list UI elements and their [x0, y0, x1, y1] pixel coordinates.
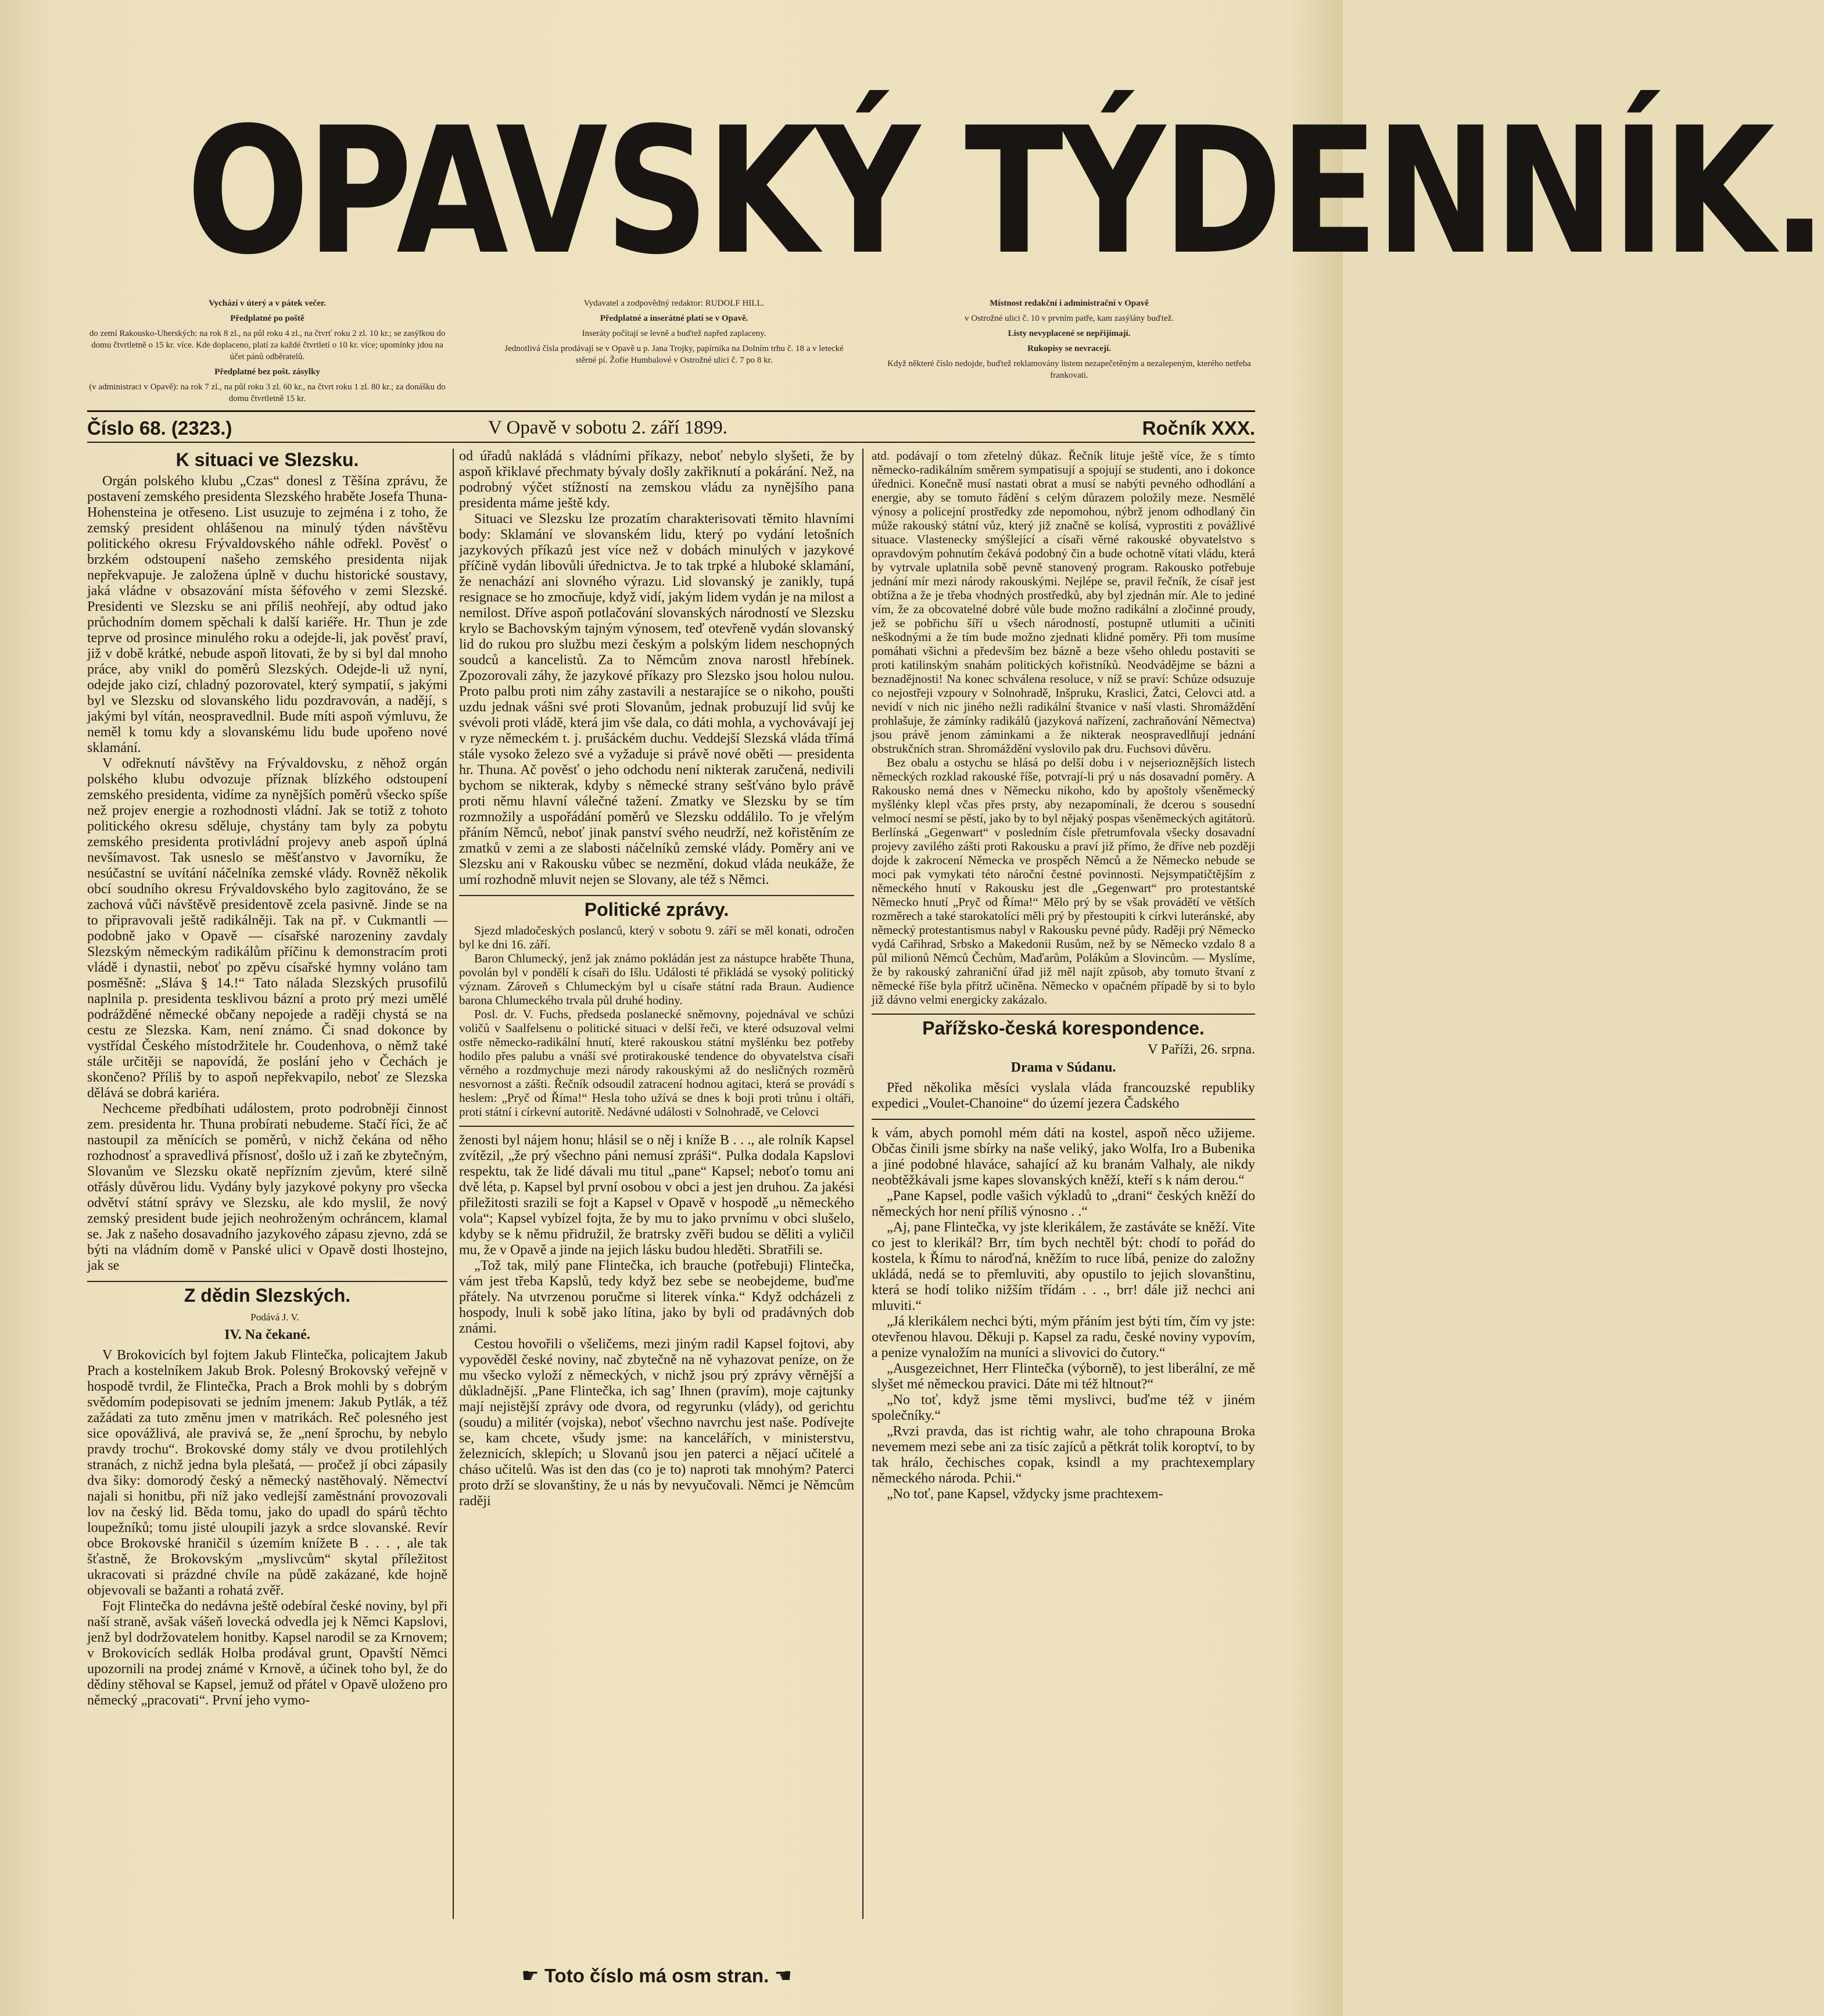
news-item: Sjezd mladočeských poslanců, který v sobotu 9. září se měl konati, odročen byl ke dni 16. září.: [459, 923, 854, 951]
office-heading: Místnost redakční i administrační v Opavě: [990, 299, 1149, 308]
article-heading: Z dědin Slezských.: [184, 1285, 351, 1306]
local-subscription-heading: Předplatné bez pošt. zásylky: [214, 367, 320, 377]
news-item: Baron Chlumecký, jenž jak známo pokládán jest za nástupce hraběte Thuna, povolán byl v pondělí k císaři do Išlu. Události té přikládá se vysoký politický význam. Zároveň s Chlumeckým byl u císaře státní rada Braun. Audience barona Chlumeckého trvala půl druhé hodiny.: [459, 951, 854, 1007]
section-heading: Politické zprávy.: [584, 899, 729, 920]
paragraph: V odřeknutí návštěvy na Frývaldovsku, z něhož orgán polského klubu odvozuje příznak blízkého odstoupení zemského presidenta, vidíme za nynějších poměrů všecko spíše než projev energie a rozhodnosti vládní. Jak se totiž z tohoto politického okresu sděluje, chystány tam byly za pobytu zemského presidenta protivládní projevy aneb aspoň úplná nevšímavost. Tak usneslo se měšťanstvo v Javorníku, že nesúčastní se uvítání náčelníka zemské vlády. Rovněž několik obcí soudního okresu Frývaldovského bylo zagitováno, že se zachová vůči návštěvě presidentově zcela pasivně. Jinde se na to připravovali ještě radikálněji. Tak na př. v Cukmantli — podobně jako v Opavě — císařské narozeniny zavdaly Slezským německým radikálům příčinu k demonstracím proti vládě i dynastii, neboť po zpěvu císařské hymny voláno tam posměšně: „Sláva § 14.!“ Tato nálada Slezských prusofilů naplnila p. presidenta tesklivou bázní a proto prý mezi umělé podrážděné německé občany nepojede a raději chystá se na cestu ze Slezska. Kam, není známo. Či snad dokonce by vystřídal Českého místodržitele hr. Coudenhova, o němž také stále určitěji se napovídá, že poslání jeho v Čechách je skončeno? Příliš by to aspoň nepřekvapilo, neboť ze Slezska dělává se dobrá kariéra.: [87, 756, 447, 1101]
issue-number: Číslo 68. (2323.): [87, 417, 232, 439]
dateline: V Paříži, 26. srpna.: [1148, 1042, 1255, 1057]
paragraph: Bez obalu a ostychu se hlásá po delší dobu i v nejserioznějších listech německých rozklad rakouské říše, potvrají-li prý u nás dosavadní poměry. A Rakousko nemá dnes v Německu nikoho, kdo by apoštoly všeněmecký myšlénky klepl včas přes prsty, aby nezapomínali, že dcerou s sousední velmocí nesmí se pěstí, jako by to byl nějaký pospas všeněmeckých agitátorů. Berlínská „Gegenwart“ v posledním čísle přetrumfovala všecky dosavadní projevy zavilého zášti proti Rakousku a praví již přímo, že dříve neb později dojde k zakrocení Německa ve prospěch Němců a že Německo nebude se moci pak vymykati této nároční čestné povinnosti. Nejsympatičtějším z německého hnutí v Rakousku jest dle „Gegenwart“ pro protestantské Německo hnutí „Pryč od Říma!“ Mělo prý by se však provádětí ve větších rozměrech a také starokatolíci měli prý by přestoupiti k církvi luteránské, aby německý protestantismus nabyl v Rakousku pevné půdy. Raději prý Německo vydá Cařihrad, Srbsko a Makedonii Rusům, než by se Německo vzdalo 8 a půl milionů Němců Čechům, Maďarům, Polákům a Slovincům. — Myslíme, že by rakouský zahraniční úřad již měl najít způsob, aby tomuto štvaní z německé říše byla přítrž učiněna. Německo v opačném případě by si to bylo již dávno velmi energicky zakázalo.: [872, 755, 1255, 1007]
postal-subscription-heading: Předplatné po poště: [230, 314, 304, 323]
ads-note: Inseráty počítají se levně a buďtež napřed zaplaceny.: [582, 329, 766, 338]
issue-line: [87, 417, 1255, 441]
paragraph: Nechceme předbíhati událostem, proto podrobněji činnost zem. presidenta hr. Thuna probírati nebudeme. Stačí říci, že ač nastoupil za měnících se poměrů, v nichž čekána od něho rozhodnosť a spravedlivá přísnosť, došlo už i zaň ke zbytečným, Slovanům ve Slezsku okatě nepřízním zjevům, které silně otřásly důvěrou lidu. Vydány byly jazykové pokyny pro všecka odvětví státní správy ve Slezsku, ale kdo myslil, že nový zemský president bude jejich neohroženým ochráncem, klamal se. Jak z našeho dosavadního jazykového zápasu zjevno, zdá se býti na vládním domě v Panské ulici v Opavě dosti lhostejno, jak se: [87, 1101, 447, 1273]
column-1: [87, 449, 447, 1709]
page-count-text: Toto číslo má osm stran.: [544, 1965, 769, 1986]
pointing-hand-icon: ☛: [521, 1965, 539, 1987]
complaints-note: Když některé číslo nedojde, buďtež reklamovány listem nezapečetěným a nezalepeným, kterého netřeba frankovati.: [887, 359, 1251, 380]
byline: Podává J. V.: [250, 1312, 299, 1323]
paragraph: od úřadů nakládá s vládními příkazy, neboť nebylo slyšeti, že by aspoň křiklavé přechmaty bývaly došly zakřiknutí a pokárání. Než, na podrobný výčet stížností na zemskou vládu za nynějšího pana presidenta máme ještě kdy.: [459, 449, 854, 511]
publisher-info: [494, 298, 854, 370]
article-separator: [459, 895, 854, 896]
paragraph: „Rvzi pravda, das ist richtig wahr, ale toho chrapouna Broka nevemem mezi sebe ani za tisíc zajíců a pětkrát tolik koroptví, to by tak hrálo, čechisches copak, ksindl a my prachtexemplary německého národa. Pchii.“: [872, 1424, 1255, 1486]
paragraph: „Aj, pane Flintečka, vy jste klerikálem, že zastáváte se kněží. Vite co jest to klerikál? Brr, tím bych nechtěl být: chodí to pořád do kostela, k Římu to nároďná, kněžím to ruce líbá, penize do založny ukládá, nedá se to přemluviti, aby opustilo to jejich slovanštinu, která se hodí toliko nižším třídám . . ., brr! dále již nechci ani mluviti.“: [872, 1220, 1255, 1313]
paragraph: „No toť, když jsme těmi myslivci, buďme též v jiném společníky.“: [872, 1392, 1255, 1423]
column-divider: [453, 449, 454, 1919]
single-copies-note: Jednotlivá čísla prodávají se v Opavě u p. Jana Trojky, papírníka na Dolním trhu č. 18 a v letecké stěrné pí. Žofie Humbalové v Ostrožné ulici č. 7 po 8 kr.: [504, 344, 844, 365]
article-heading: K situaci ve Slezsku.: [175, 449, 359, 470]
column-2: [459, 449, 854, 1509]
paragraph: atd. podávají o tom zřetelný důkaz. Řečník lituje ještě více, že s tímto německo-radikálním směrem sympatisují a spojují se studenti, ano i dokonce úřednici. Konečně musí nastati obrat a musí se nabýti pevného odhodlání a energie, aby se tomuto řádění s celým důrazem položily meze. Nesmělé výnosy a policejní prostředky zde nepomohou, nýbrž jenom odhodlaný čin může rakouský státní vůz, který již značně se kolísá, vyprostiti z povážlivé situace. Vlastenecky smýšlející a císaři věrné rakouské obyvatelstvo s opravdovým pohnutím čekává podobný čin a bude ochotně vítati vládu, která by vytrvale uplatnila sobě pevně stanovený program. Rakousko potřebuje jednání mír mezi národy rakouskými. Nejlépe se, pravil řečník, že císař jest obtížna a že je třeba vhodných prostředků, aby byl zjednán mír. Ale to jediné vím, že za obcovatelné dobré vůle bude možno radikální a zločinné proudy, jež se pobřichu šíří u všech národností, postupně utlumiti a učiniti neškodnými a že tím bude možno zjednati klidné poměry. Při tom musíme pomáhati všichni a především bez bázně a beze všeho ohledu postaviti se proti katilinským snahám politických kořistníků. Neodvádějme se bázni a beznadějnosti! Na konec schválena resoluce, v níž se praví: Schůze odsuzuje co nejostřeji vzpoury v Solnohradě, Inšpruku, Kraslici, Žatci, Celovci atd. a nevidí v nich nic jiného nežli radikální štvanice v naší vlasti. Shromáždění prohlašuje, že zámínky radikálů (jazyková nařízení, zachraňování Němectva) jsou právě jenom záminkami a že nikterak neospravedlňují jednání obstrukčních stran. Shromáždění vyslovilo pak dru. Fuchsovi důvěru.: [872, 449, 1255, 755]
local-subscription-text: (v administraci v Opavě): na rok 7 zl., na půl roku 3 zl. 60 kr., na čtvrt roku 1 zl. 80 kr.; za donášku do domu čtvrtletně 15 kr.: [89, 382, 446, 403]
paragraph: „Tož tak, milý pane Flintečka, ich brauche (potřebuji) Flintečka, vám jest třeba Kapslů, tedy když bez sebe se neobejdeme, buďme přátely. Na utvrzenou poručme si literek vínka.“ Když odcházeli z hospody, lnuli k sobě jako lítina, jako by byli od pradávných dob známi.: [459, 1258, 854, 1336]
issue-volume: Ročník XXX.: [1142, 417, 1255, 439]
paragraph: k vám, abych pomohl mém dáti na kostel, aspoň něco užijeme. Občas činili jsme sbírky na naše veliký, jako Wolfa, Iro a Bubenika a jiné podobné hlaváce, sahající až ku branám Valhaly, ale nikdy neobtěžkávali jsme kapes slovanských kněží, kteří s k nám derou.“: [872, 1126, 1255, 1188]
payment-note: Předplatné a inserátné platí se v Opavě.: [600, 314, 748, 323]
unpaid-letters-note: Listy nevyplacené se nepřijímají.: [1008, 329, 1131, 338]
column-3: [872, 449, 1255, 1502]
article-heading: Pařížsko-česká korespondence.: [922, 1018, 1205, 1039]
pointing-hand-left-icon: ☚: [774, 1965, 792, 1987]
postal-subscription-text: do zemí Rakousko-Uherských: na rok 8 zl., na půl roku 4 zl., na čtvrť roku 2 zl. 10 kr.; se zasýlkou do domu čtvrtletně o 15 kr. více. Kde doplaceno, platí za každé čtvrtletí o 10 kr. více; upomínky jdou na účet pánů odběratelů.: [89, 329, 446, 361]
chapter-heading: IV. Na čekané.: [224, 1327, 310, 1342]
paragraph: V Brokovicích byl fojtem Jakub Flintečka, policajtem Jakub Prach a kostelníkem Jakub Brok. Polesný Brokovský veřejně v hospodě tvrdil, že Flintečka, Prach a Brok mohli by s dobrým svědomím podepisovati se jedním jmenem: Jakub Pytlák, a též zažádati za tuto změnu jmen v matrikách. Reč polesného jest sice opovážlivá, ale pravivá se, že „není šprochu, by nebylo pravdy trochu“. Brokovské domy stály ve dvou protilehlých stranách, z nichž jedna byla plešatá, — pročež jí obci zápasily dva šiky: domorodý český a německý nastěhovalý. Němectví najali si honitbu, při níž jako vedlejší zaměstnání provozovali lov na český lid. Běda tomu, jako do upadl do spárů těchto loupežníků; tomu jisté uloupili jazyk a srdce slovanské. Revír obce Brokovské hraničil s územím knížete B . . . , ale tak šťastně, že Brokovským „myslivcům“ skytal příležitost ukracovati si prázdné chvíle na půdě zakázané, kde hojně objevovali se bažanti a rohatá zvěř.: [87, 1348, 447, 1598]
masthead: [87, 90, 1824, 293]
issue-date: V Opavě v sobotu 2. září 1899.: [488, 417, 728, 438]
news-item: Posl. dr. V. Fuchs, předseda poslanecké sněmovny, pojednával ve schůzi voličů v Saalfelsenu o politické situaci v delší řeči, ve které odsuzoval velmi ostře německo-radikální hnutí, které rakouskou státní myšlénku bez potřeby hodilo přes palubu a vnáší své protirakouské tendence do obyvatelstva císaři věrného a rozdmychuje mezi národy rakouskými až do nesličných rozměrů nesvornost a zášti. Řečník odsoudil zatracení hodnou agitaci, která se provádí s heslem: „Pryč od Říma!“ Hesla toho užívá se dnes k boji proti trůnu i oltáři, proti státní i církevní autoritě. Nedávné události v Solnohradě, ve Celovci: [459, 1007, 854, 1119]
article-separator: [872, 1119, 1255, 1120]
paragraph: „Já klerikálem nechci býti, mým přáním jest býti tím, čím vy jste: otevřenou hlavou. Děkuji p. Kapsel za radu, české noviny vypovím, a penize vynaložím na muníci a slivovici do čutory.“: [872, 1314, 1255, 1360]
paragraph: „No toť, pane Kapsel, vždycky jsme prachtexem-: [887, 1487, 1163, 1502]
page-count-note: [459, 1964, 854, 1988]
top-rule: [87, 410, 1255, 412]
newspaper-title: OPAVSKÝ TÝDENNÍK.: [186, 90, 1824, 293]
column-divider: [862, 449, 863, 1919]
office-address: v Ostrožné ulici č. 10 v prvním patře, kam zasýlány buďtež.: [964, 314, 1174, 323]
paragraph: Fojt Flintečka do nedávna ještě odebíral české noviny, byl při naší straně, avšak vášeň lovecká odvedla jej k Němci Kapslovi, jenž byl dodržovatelem honitby. Kapsel narodil se za Krnovem; v Brokovicích sedlák Holba prodával grunt, Opavští Němci upozornili na prodej známé v Krnově, a účinek toho byl, že do dědiny stěhoval se Kapsel, jemuž od přátel v Opavě uloženo pro německý „pracovati“. První jeho vymo-: [87, 1599, 447, 1708]
paragraph: Cestou hovořili o všeličems, mezi jiným radil Kapsel fojtovi, aby vypověděl české noviny, nač zbytečně na ně vyhazovat peníze, on že mu všecko vyloží z německých, v nichž jsou prý zprávy věrnější a důkladnější. „Pane Flintečka, ich sag’ Ihnen (pravím), moje cajtunky mají nejistější zprávy ode dvora, od regyrunku (vlády), od gerichtu (soudu) a militér (vojska), neboť všechno navrchu jest naše. Podívejte se, kam chcete, všudy jsme: na kancelářích, v ministerstvu, železnicích, sklepích; u Slovanů jsou jen paterci a nějací učitelé a cháso učitelů. Was ist den das (co je to) naproti tak mnohým? Paterci proto drží se slovanštiny, že u nás by nevyučovali. Němci je Němcům raději: [459, 1337, 854, 1509]
dateline-rule: [87, 442, 1255, 443]
publisher-editor: Vydavatel a zodpovědný redaktor: RUDOLF HILL.: [583, 299, 765, 308]
paragraph: Před několika měsíci vyslala vláda francouzské republiky expedici „Voulet-Chanoine“ do území jezera Čadského: [872, 1080, 1255, 1111]
article-separator: [459, 1126, 854, 1127]
paragraph: Orgán polského klubu „Czas“ donesl z Těšína zprávu, že postavení zemského presidenta Slezského hraběte Josefa Thuna-Hohensteina je otřeseno. List usuzuje to zejména i z toho, že zemský president ohlášenou na minulý týden návštěvu politického okresu Frývaldovského náhle odřekl. Pověsť o brzkém odstoupení našeho zemského presidenta nijak nepřekvapuje. Je založena úplně v duchu historické soustavy, jaká vládne v obsazování místa šéfového v zemi Slezské. Presidenti ve Slezsku se ani příliš neohřejí, aby odtud jako průchodním domem spěchali k další kariéře. Hr. Thun je zde teprve od prosince minulého roku a odejde-li, jak pověsť praví, již v době krátké, nebude aspoň litovati, že by si byl dal mnoho práce, aby vnikl do poměrů Slezských. Odejde-li už nyní, odejde jako cizí, chladný pozorovatel, který sympatií, s jakými byl ve Slezsku od slovanského lidu pozdravován, a nadějí, s jakými byl vítán, neospravedlnil. Bude míti aspoň výmluvu, že neměl k tomu kdy a slovanskému lidu bude upořeno nové sklamání.: [87, 474, 447, 755]
paragraph: „Pane Kapsel, podle vašich výkladů to „drani“ českých kněží do německých hor není příliš výnosno . .“: [872, 1188, 1255, 1219]
article-separator: [872, 1014, 1255, 1015]
publication-days: Vychází v úterý a v pátek večer.: [209, 299, 326, 308]
subscription-info: [87, 298, 447, 408]
paragraph: „Ausgezeichnet, Herr Flintečka (výborně), to jest liberální, ze mě slyšet mé německou pravici. Dáte mi též hltnout?“: [872, 1361, 1255, 1392]
article-separator: [87, 1281, 447, 1282]
manuscripts-note: Rukopisy se nevracejí.: [1027, 344, 1111, 353]
article-subheading: Drama v Súdanu.: [1010, 1060, 1116, 1075]
paragraph: Situaci ve Slezsku lze prozatím charakterisovati těmito hlavními body: Sklamání ve slovanském lidu, který po vydání letošních jazykových příkazů jest více než v dobách minulých v jazykové příčině vydán libovůli úřednictva. Je to tak trpké a hluboké sklamání, že nenachází ani slovného výrazu. Lid slovanský je zanikly, tupá resignace se ho zmocňuje, když vidí, jakým lidem vydán je na milost a nemilost. Dříve aspoň potlačování slovanských národností ve Slezsku krylo se Bachovským tajným výnosem, teď otevřeně vydán slovanský lid do rukou pro službu mezi českým a polským lidem neschopných soudců a kancelistů. Za to Němcům znova narostl hřebínek. Zpozorovali záhy, že jazykové příkazy pro Slezsko jsou holou nulou. Proto palbu proti nim záhy zastavili a nestarajíce se o nikoho, poušti uzdu jednak vášni své proti Slovanům, jednak probuzují lid svůj ke svévoli proti vládě, která jim vše dala, co dáti mohla, a vychovávají jej v ryze německém t. j. prušáckém duchu. Veddejší Slezská vláda třímá stále vysoko železo své a vyžaduje si právě nové oběti — presidenta hr. Thuna. Ač pověsť o jeho odchodu není nikterak zaručená, nedivili bychom se nikterak, kdyby s německé strany sešťváno bylo právě proti němu hlavní válečné tažení. Zmatky ve Slezsku by se tím rozmnožily a uspořádání poměrů ve Slezsku oddálilo. To je vřelým přáním Němců, neboť jinak panství svého neudrží, než kořistěním ze zmatků v zemi a ze slabosti náčelníků zemské vlády. Poměry ani ve Slezsku ani v Rakousku vůbec se nezmění, dokud vláda neukáže, že umí rozhodně mluvit nejen se Slovany, ale též s Němci.: [459, 511, 854, 887]
office-info: [883, 298, 1255, 385]
paragraph: ženosti byl nájem honu; hlásil se o něj i kníže B . . ., ale rolník Kapsel zvítězil, „že prý všechno páni nemusí zpráši“. Pulka dodala Kapslovi respektu, tak že lidé dávali mu titul „pane“ Kapsel; neboťo tomu ani dvě léta, p. Kapsel byl první osobou v obci a jest jen druhou. Za jakési přiležitosti srazili se fojt a Kapsel v Opavě v hospodě „u německého vola“; Kapsel vybízel fojta, že by mu to jako prvnímu v obci slušelo, kdyby se k němu přidružil, že bratrsky zvěři budou se děliti a vyličil mu, že v Opavě a jinde na jejich lásku budou hleděti. Sbratřili se.: [459, 1133, 854, 1258]
